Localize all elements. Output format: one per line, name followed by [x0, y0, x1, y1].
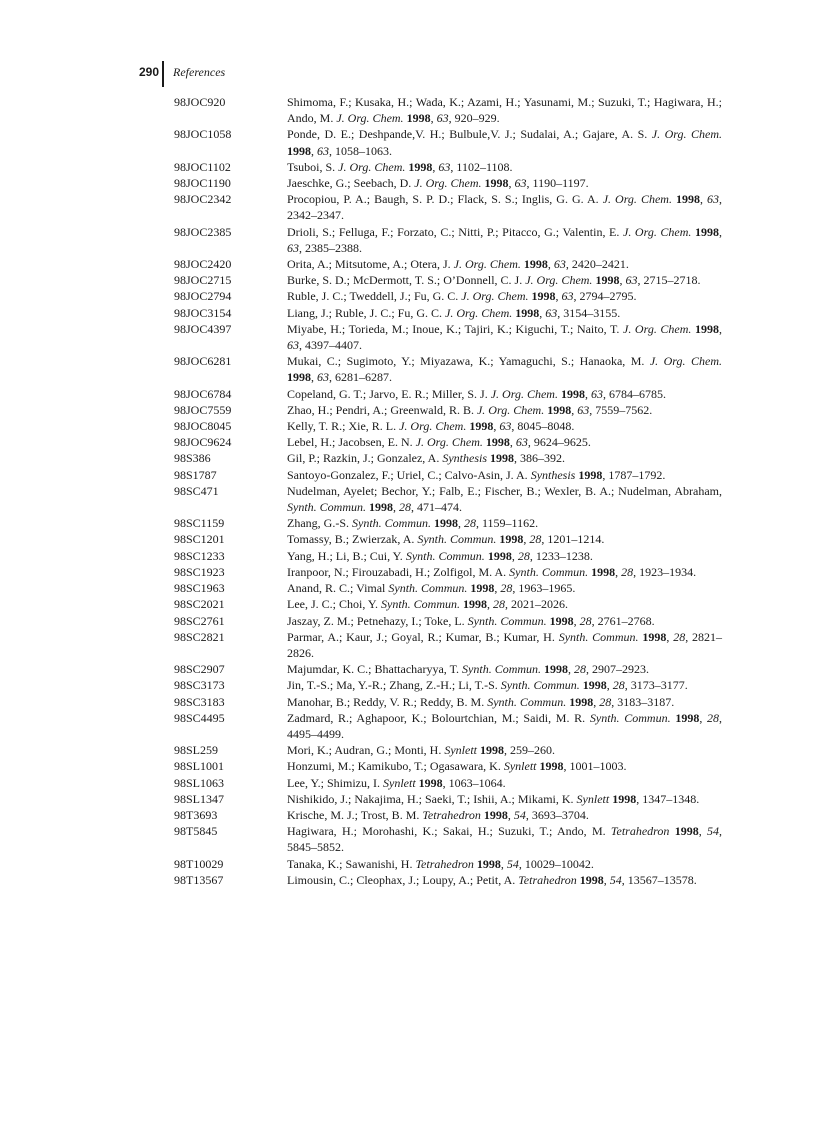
- running-head: References: [173, 64, 226, 79]
- reference-citation: Majumdar, K. C.; Bhattacharyya, T. Synth. Commun. 1998, 28, 2907–2923.: [287, 662, 650, 677]
- reference-entry: [174, 94, 722, 126]
- reference-key: 98SC471: [174, 483, 219, 498]
- reference-key: 98JOC2385: [174, 224, 232, 239]
- reference-citation: Tanaka, K.; Sawanishi, H. Tetrahedron 1998, 54, 10029–10042.: [287, 856, 594, 871]
- reference-citation: Iranpoor, N.; Firouzabadi, H.; Zolfigol, M. A. Synth. Commun. 1998, 28, 1923–1934.: [287, 564, 697, 579]
- reference-citation: Kelly, T. R.; Xie, R. L. J. Org. Chem. 1998, 63, 8045–8048.: [287, 419, 575, 434]
- reference-key: 98SC1963: [174, 581, 225, 596]
- reference-citation: Orita, A.; Mitsutome, A.; Otera, J. J. Org. Chem. 1998, 63, 2420–2421.: [287, 257, 629, 272]
- reference-entry: [174, 450, 722, 466]
- reference-key: 98SC1159: [174, 516, 225, 531]
- reference-key: 98SL1063: [174, 775, 225, 790]
- reference-key: 98JOC3154: [174, 305, 232, 320]
- reference-entry: [174, 710, 722, 742]
- reference-citation: Burke, S. D.; McDermott, T. S.; O’Donnell, C. J. J. Org. Chem. 1998, 63, 2715–2718.: [287, 273, 701, 288]
- reference-entry: [174, 661, 722, 677]
- reference-key: 98JOC920: [174, 95, 226, 109]
- reference-citation: Honzumi, M.; Kamikubo, T.; Ogasawara, K. Synlett 1998, 1001–1003.: [287, 759, 627, 774]
- reference-entry: [174, 694, 722, 710]
- reference-citation: Jaeschke, G.; Seebach, D. J. Org. Chem. 1998, 63, 1190–1197.: [287, 176, 589, 191]
- reference-entry: [174, 224, 722, 256]
- reference-entry: [174, 807, 722, 823]
- reference-entry: [174, 758, 722, 774]
- reference-key: 98SL1001: [174, 759, 225, 774]
- reference-entry: [174, 353, 722, 385]
- reference-citation: Krische, M. J.; Trost, B. M. Tetrahedron 1998, 54, 3693–3704.: [287, 807, 589, 822]
- reference-citation: Nudelman, Ayelet; Bechor, Y.; Falb, E.; Fischer, B.; Wexler, B. A.; Nudelman, Abraham, Synth. Commun. 1998, 28, 471–474.: [287, 483, 722, 515]
- reference-entry: [174, 288, 722, 304]
- reference-entry: [174, 856, 722, 872]
- reference-citation: Procopiou, P. A.; Baugh, S. P. D.; Flack, S. S.; Inglis, G. G. A. J. Org. Chem. 1998, 63, 2342–2347.: [287, 192, 723, 223]
- reference-citation: Miyabe, H.; Torieda, M.; Inoue, K.; Tajiri, K.; Kiguchi, T.; Naito, T. J. Org. Chem. 1998, 63, 4397–4407.: [287, 321, 722, 353]
- reference-entry: [174, 791, 722, 807]
- reference-key: 98JOC1102: [174, 159, 231, 174]
- reference-entry: [174, 402, 722, 418]
- reference-key: 98JOC6281: [174, 354, 232, 369]
- reference-key: 98SL259: [174, 743, 219, 758]
- reference-citation: Tsuboi, S. J. Org. Chem. 1998, 63, 1102–1108.: [287, 159, 513, 174]
- reference-entry: [174, 677, 722, 693]
- reference-key: 98JOC6784: [174, 386, 232, 401]
- reference-key: 98SC2821: [174, 629, 225, 644]
- reference-entry: [174, 256, 722, 272]
- reference-key: 98T5845: [174, 824, 218, 839]
- reference-citation: Zhao, H.; Pendri, A.; Greenwald, R. B. J. Org. Chem. 1998, 63, 7559–7562.: [287, 402, 653, 417]
- reference-entry: [174, 564, 722, 580]
- reference-entry: [174, 872, 722, 888]
- reference-entry: [174, 272, 722, 288]
- reference-citation: Hagiwara, H.; Morohashi, K.; Sakai, H.; Suzuki, T.; Ando, M. Tetrahedron 1998, 54, 5845–5852.: [287, 824, 722, 855]
- reference-citation: Jin, T.-S.; Ma, Y.-R.; Zhang, Z.-H.; Li, T.-S. Synth. Commun. 1998, 28, 3173–3177.: [287, 678, 688, 693]
- reference-key: 98SL1347: [174, 791, 225, 806]
- reference-key: 98JOC7559: [174, 402, 232, 417]
- reference-key: 98SC2907: [174, 662, 225, 677]
- reference-key: 98JOC2420: [174, 257, 232, 272]
- reference-citation: Zadmard, R.; Aghapoor, K.; Bolourtchian, M.; Saidi, M. R. Synth. Commun. 1998, 28, 4495–4499.: [287, 710, 723, 741]
- reference-key: 98T13567: [174, 872, 224, 887]
- reference-key: 98JOC2794: [174, 289, 232, 304]
- reference-citation: Ponde, D. E.; Deshpande,V. H.; Bulbule,V. J.; Sudalai, A.; Gajare, A. S. J. Org. Chem. 1998, 63, 1058–1063.: [287, 127, 722, 158]
- header-rule: [162, 61, 164, 87]
- reference-entry: [174, 742, 722, 758]
- reference-entry: [174, 159, 722, 175]
- reference-citation: Drioli, S.; Felluga, F.; Forzato, C.; Nitti, P.; Pitacco, G.; Valentin, E. J. Org. Chem. 1998, 63, 2385–2388.: [287, 224, 723, 255]
- reference-entry: [174, 191, 722, 223]
- reference-key: 98SC3173: [174, 678, 225, 693]
- reference-citation: Liang, J.; Ruble, J. C.; Fu, G. C. J. Org. Chem. 1998, 63, 3154–3155.: [287, 305, 621, 320]
- reference-entry: [174, 515, 722, 531]
- reference-key: 98SC2021: [174, 597, 225, 612]
- reference-citation: Ruble, J. C.; Tweddell, J.; Fu, G. C. J. Org. Chem. 1998, 63, 2794–2795.: [287, 289, 637, 304]
- reference-citation: Yang, H.; Li, B.; Cui, Y. Synth. Commun. 1998, 28, 1233–1238.: [287, 548, 593, 563]
- reference-entry: [174, 775, 722, 791]
- reference-key: 98SC1923: [174, 564, 225, 579]
- reference-entry: [174, 629, 722, 661]
- page-number: 290: [138, 65, 159, 79]
- reference-citation: Lebel, H.; Jacobsen, E. N. J. Org. Chem. 1998, 63, 9624–9625.: [287, 435, 591, 450]
- reference-key: 98T3693: [174, 807, 218, 822]
- reference-entry: [174, 613, 722, 629]
- reference-citation: Manohar, B.; Reddy, V. R.; Reddy, B. M. Synth. Commun. 1998, 28, 3183–3187.: [287, 694, 675, 709]
- reference-key: 98SC1201: [174, 532, 225, 547]
- reference-citation: Jaszay, Z. M.; Petnehazy, I.; Toke, L. Synth. Commun. 1998, 28, 2761–2768.: [287, 613, 655, 628]
- reference-citation: Gil, P.; Razkin, J.; Gonzalez, A. Synthesis 1998, 386–392.: [287, 451, 565, 466]
- reference-citation: Lee, Y.; Shimizu, I. Synlett 1998, 1063–1064.: [287, 775, 506, 790]
- reference-key: 98SC3183: [174, 694, 225, 709]
- reference-key: 98S386: [174, 451, 211, 466]
- reference-entry: [174, 548, 722, 564]
- reference-citation: Shimoma, F.; Kusaka, H.; Wada, K.; Azami, H.; Yasunami, M.; Suzuki, T.; Hagiwara, H.; Ando, M. J. Org. Chem. 1998, 63, 920–929.: [287, 95, 722, 126]
- reference-key: 98S1787: [174, 467, 217, 482]
- reference-entry: [174, 580, 722, 596]
- reference-key: 98JOC2342: [174, 192, 232, 207]
- reference-key: 98JOC8045: [174, 419, 232, 434]
- reference-key: 98JOC2715: [174, 273, 232, 288]
- reference-citation: Lee, J. C.; Choi, Y. Synth. Commun. 1998, 28, 2021–2026.: [287, 597, 569, 612]
- reference-key: 98SC4495: [174, 710, 225, 725]
- reference-citation: Limousin, C.; Cleophax, J.; Loupy, A.; Petit, A. Tetrahedron 1998, 54, 13567–13578.: [287, 872, 697, 887]
- reference-entry: [174, 321, 722, 353]
- reference-key: 98JOC4397: [174, 321, 232, 336]
- reference-entry: [174, 434, 722, 450]
- reference-entry: [174, 175, 722, 191]
- reference-entry: [174, 596, 722, 612]
- page-header: [138, 61, 225, 83]
- reference-list: [174, 94, 722, 888]
- reference-key: 98SC2761: [174, 613, 225, 628]
- reference-citation: Nishikido, J.; Nakajima, H.; Saeki, T.; Ishii, A.; Mikami, K. Synlett 1998, 1347–1348.: [287, 791, 700, 806]
- reference-entry: [174, 126, 722, 158]
- reference-key: 98JOC9624: [174, 435, 232, 450]
- reference-citation: Mukai, C.; Sugimoto, Y.; Miyazawa, K.; Yamaguchi, S.; Hanaoka, M. J. Org. Chem. 1998, 63, 6281–6287.: [287, 354, 722, 385]
- reference-citation: Mori, K.; Audran, G.; Monti, H. Synlett 1998, 259–260.: [287, 743, 555, 758]
- reference-entry: [174, 305, 722, 321]
- reference-entry: [174, 483, 722, 515]
- reference-citation: Tomassy, B.; Zwierzak, A. Synth. Commun. 1998, 28, 1201–1214.: [287, 532, 605, 547]
- reference-citation: Copeland, G. T.; Jarvo, E. R.; Miller, S. J. J. Org. Chem. 1998, 63, 6784–6785.: [287, 386, 666, 401]
- reference-citation: Santoyo-Gonzalez, F.; Uriel, C.; Calvo-Asin, J. A. Synthesis 1998, 1787–1792.: [287, 467, 666, 482]
- reference-entry: [174, 418, 722, 434]
- reference-key: 98T10029: [174, 856, 224, 871]
- reference-citation: Zhang, G.-S. Synth. Commun. 1998, 28, 1159–1162.: [287, 516, 539, 531]
- reference-citation: Parmar, A.; Kaur, J.; Goyal, R.; Kumar, B.; Kumar, H. Synth. Commun. 1998, 28, 2821–2826.: [287, 629, 723, 660]
- reference-key: 98JOC1190: [174, 176, 231, 191]
- reference-entry: [174, 823, 722, 855]
- reference-citation: Anand, R. C.; Vimal Synth. Commun. 1998, 28, 1963–1965.: [287, 581, 576, 596]
- reference-entry: [174, 386, 722, 402]
- reference-key: 98JOC1058: [174, 127, 232, 142]
- reference-entry: [174, 467, 722, 483]
- reference-entry: [174, 531, 722, 547]
- reference-key: 98SC1233: [174, 548, 225, 563]
